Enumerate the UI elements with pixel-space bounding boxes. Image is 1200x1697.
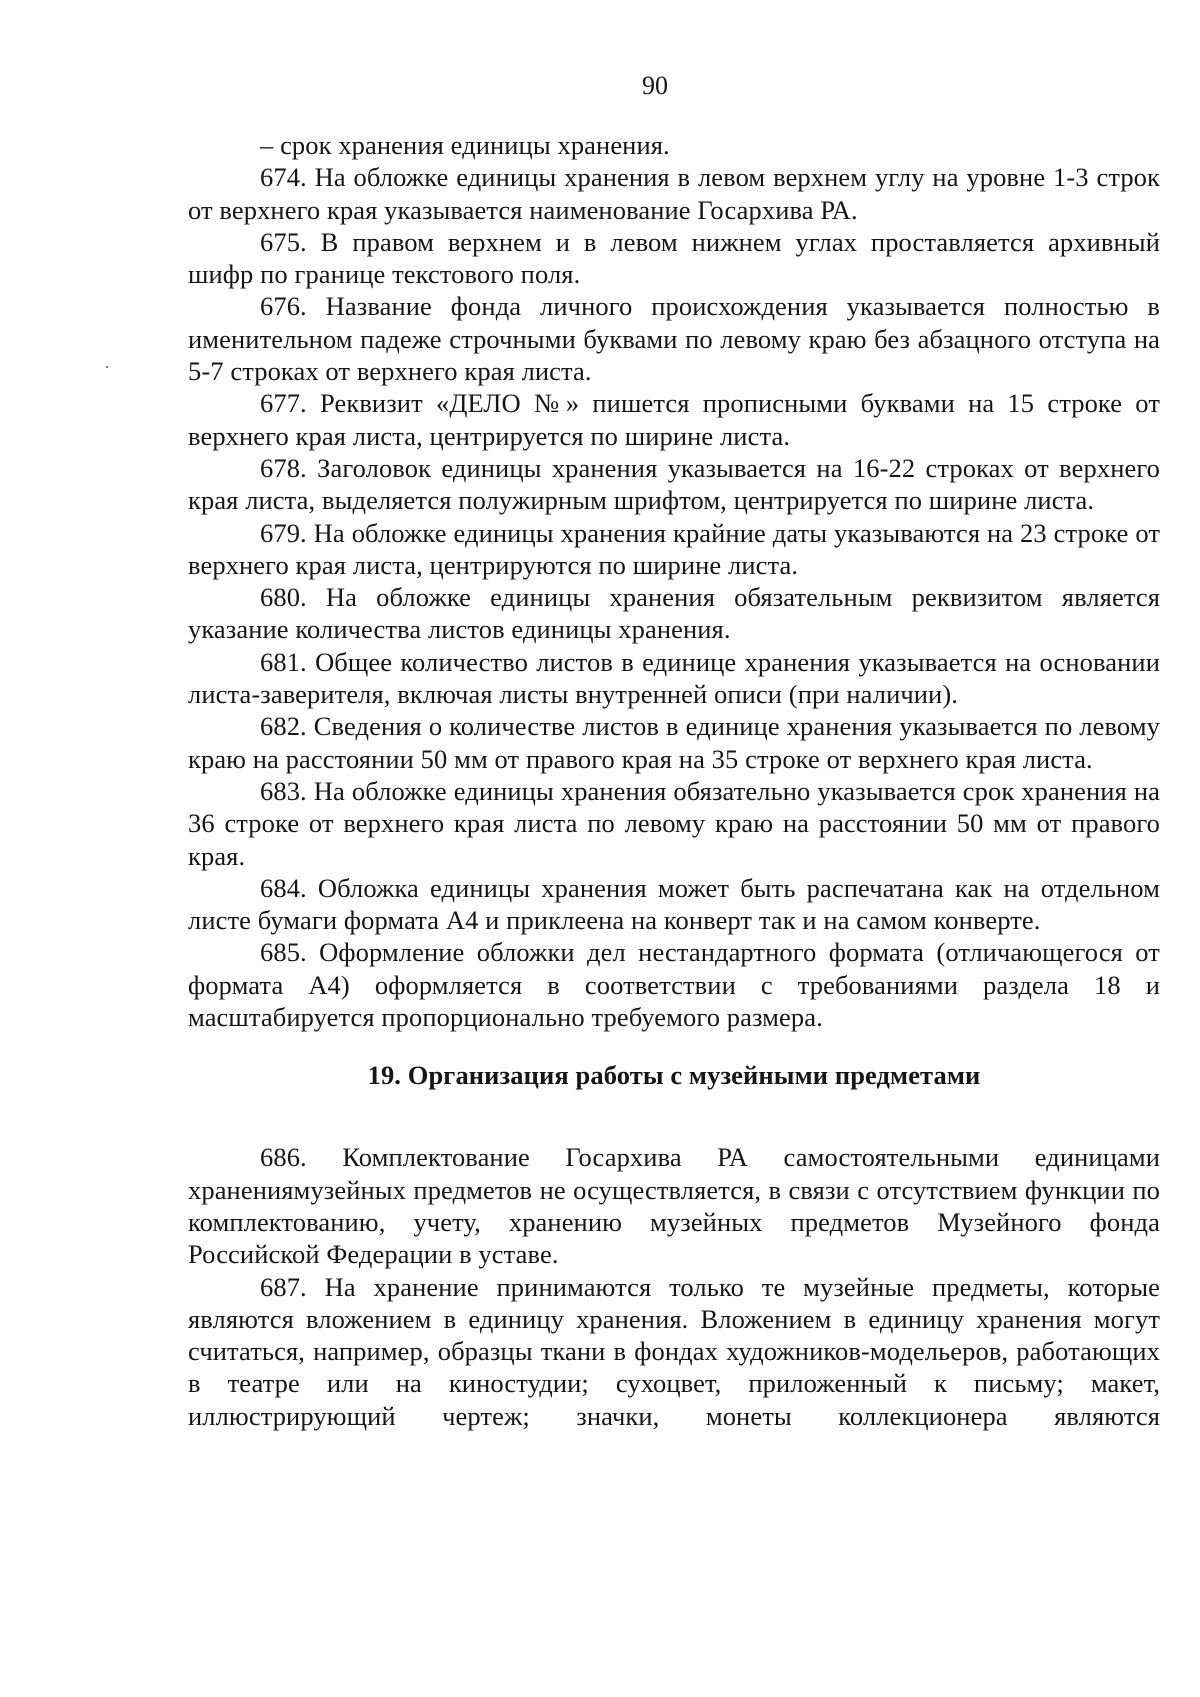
paragraph-687: 687. На хранение принимаются только те музейные предметы, которые являются вложением в единицу хранения. Вложением в единицу хранения могут считаться, например, образцы ткани в фондах художников-модельеров, работающих в театре или на киностудии; сухоцвет, приложенный к письму; макет, иллюстрирующий чертеж; значки, монеты коллекционера являются <box>188 1271 1160 1431</box>
paragraph-679: 679. На обложке единицы хранения крайние даты указываются на 23 строке от верхнего края листа, центрируются по ширине листа. <box>188 517 1160 580</box>
paragraph-678: 678. Заголовок единицы хранения указывается на 16-22 строках от верхнего края листа, выделяется полужирным шрифтом, центрируется по ширине листа. <box>188 452 1160 516</box>
paragraph-686: 686. Комплектование Госархива РА самостоятельными единицами хранениямузейных предметов не осуществляется, в связи с отсутствием функции по комплектованию, учету, хранению музейных предметов Музейного фонда Российской Федерации в уставе. <box>188 1142 1160 1270</box>
paragraph-680: 680. На обложке единицы хранения обязательным реквизитом является указание количества листов единицы хранения. <box>188 582 1160 645</box>
paragraph-684: 684. Обложка единицы хранения может быть распечатана как на отдельном листе бумаги формата А4 и приклеена на конверт так и на самом конверте. <box>188 872 1160 936</box>
paragraph-685: 685. Оформление обложки дел нестандартного формата (отличающегося от формата А4) оформляется в соответствии с требованиями раздела 18 и масштабируется пропорционально требуемого размера. <box>188 937 1160 1033</box>
section-heading: 19. Организация работы с музейными предметами <box>367 1060 981 1091</box>
paragraph-677: 677. Реквизит «ДЕЛО №» пишется прописными буквами на 15 строке от верхнего края листа, центрируется по ширине листа. <box>188 388 1160 451</box>
scan-artifact <box>106 366 108 368</box>
paragraph-674: 674. На обложке единицы хранения в левом верхнем углу на уровне 1-3 строк от верхнего края указывается наименование Госархива РА. <box>188 162 1160 225</box>
paragraph-676: 676. Название фонда личного происхождения указывается полностью в именительном падеже строчными буквами по левому краю без абзацного отступа на 5-7 строках от верхнего края листа. <box>188 291 1160 387</box>
page-number: 90 <box>642 71 668 100</box>
paragraph-682: 682. Сведения о количестве листов в единице хранения указывается по левому краю на расстоянии 50 мм от правого края на 35 строке от верхнего края листа. <box>188 711 1160 774</box>
paragraph-683: 683. На обложке единицы хранения обязательно указывается срок хранения на 36 строке от верхнего края листа по левому краю на расстоянии 50 мм от правого края. <box>188 775 1160 871</box>
document-body <box>188 129 1160 1432</box>
paragraph-681: 681. Общее количество листов в единице хранения указывается на основании листа-заверителя, включая листы внутренней описи (при наличии). <box>188 646 1160 710</box>
paragraph-storage-period: – срок хранения единицы хранения. <box>260 130 670 160</box>
paragraph-675: 675. В правом верхнем и в левом нижнем углах проставляется архивный шифр по границе текстового поля. <box>188 226 1160 290</box>
